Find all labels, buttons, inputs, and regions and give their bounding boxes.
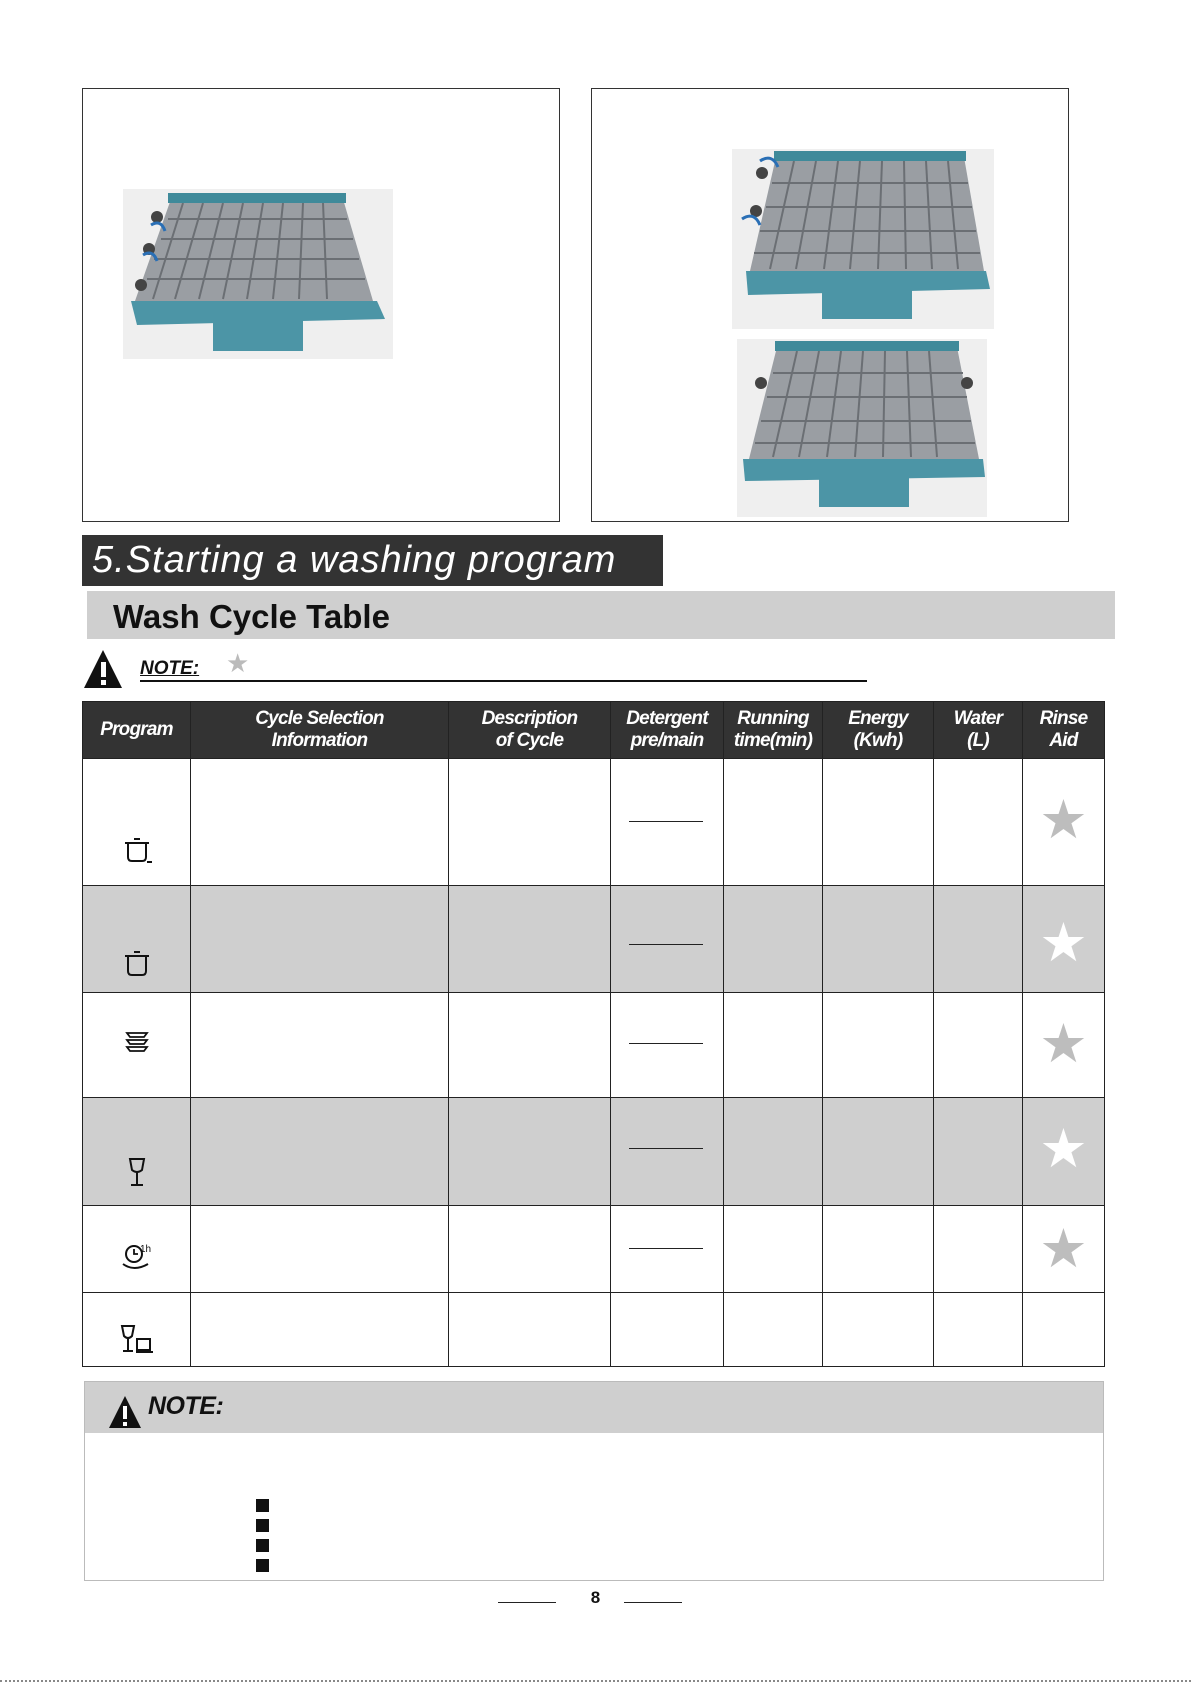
description-cell — [449, 993, 611, 1098]
wine-glass-icon — [126, 1156, 148, 1188]
table-header-row — [83, 702, 1105, 759]
water-cell — [934, 1098, 1023, 1206]
pot-icon — [122, 948, 152, 978]
header-energy: Energy (Kwh) — [823, 702, 934, 759]
water-cell — [934, 993, 1023, 1098]
cycle-selection-cell — [191, 759, 449, 886]
water-cell — [934, 1293, 1023, 1367]
detergent-cell — [611, 1098, 724, 1206]
running-time-cell — [724, 1098, 823, 1206]
description-cell — [449, 886, 611, 993]
cycle-selection-cell — [191, 1206, 449, 1293]
one-hour-label: 1h — [139, 1244, 151, 1255]
star-icon: ★ — [1039, 1119, 1088, 1179]
description-cell — [449, 1293, 611, 1367]
rinse-aid-cell — [1023, 1293, 1105, 1367]
program-cell — [83, 759, 191, 886]
program-cell — [83, 1293, 191, 1367]
description-cell — [449, 1206, 611, 1293]
warning-icon — [108, 1395, 142, 1429]
bullet-point — [256, 1499, 269, 1512]
page-number: 8 — [590, 1588, 601, 1607]
header-water: Water (L) — [934, 702, 1023, 759]
description-cell — [449, 1098, 611, 1206]
running-time-cell — [724, 759, 823, 886]
page-rule-right — [624, 1602, 682, 1603]
rinse-aid-cell — [1023, 1206, 1105, 1293]
star-icon: ★ — [1039, 913, 1088, 973]
bullet-point — [256, 1519, 269, 1532]
program-cell — [83, 886, 191, 993]
note-rule — [140, 680, 867, 682]
section-title: 5.Starting a washing program — [82, 535, 663, 586]
note-label: NOTE: — [140, 658, 200, 679]
rinse-aid-cell — [1023, 1098, 1105, 1206]
table-row — [83, 1098, 1105, 1206]
wash-cycle-table-title: Wash Cycle Table — [87, 591, 1115, 639]
rinse-aid-cell — [1023, 759, 1105, 886]
running-time-cell — [724, 993, 823, 1098]
detergent-cell — [611, 759, 724, 886]
detergent-line — [629, 1248, 703, 1249]
table-row — [83, 1206, 1105, 1293]
header-rinse-aid: Rinse Aid — [1023, 702, 1105, 759]
running-time-cell — [724, 1206, 823, 1293]
warning-icon — [82, 648, 124, 690]
program-cell — [83, 1206, 191, 1293]
water-cell — [934, 886, 1023, 993]
program-cell — [83, 1098, 191, 1206]
detergent-cell — [611, 1293, 724, 1367]
note-panel — [84, 1381, 1104, 1581]
note-label: NOTE: — [148, 1392, 224, 1420]
cycle-selection-cell — [191, 1098, 449, 1206]
detergent-cell — [611, 1206, 724, 1293]
water-cell — [934, 759, 1023, 886]
header-detergent: Detergent pre/main — [611, 702, 724, 759]
table-row — [83, 759, 1105, 886]
note-line — [82, 648, 787, 684]
stacked-dishes-icon — [124, 1029, 150, 1053]
header-program: Program — [83, 702, 191, 759]
upper-rack-lowered-image — [737, 339, 987, 517]
water-cell — [934, 1206, 1023, 1293]
rapid-1h-icon — [120, 1242, 154, 1272]
wash-cycle-table — [82, 701, 1105, 1367]
detergent-cell — [611, 993, 724, 1098]
energy-cell — [823, 759, 934, 886]
upper-rack-image — [123, 189, 393, 359]
detergent-line — [629, 1148, 703, 1149]
detergent-line — [629, 821, 703, 822]
running-time-cell — [724, 1293, 823, 1367]
table-row — [83, 886, 1105, 993]
header-running-time: Running time(min) — [724, 702, 823, 759]
energy-cell — [823, 1206, 934, 1293]
energy-cell — [823, 1098, 934, 1206]
page-edge-dotted-line — [0, 1680, 1191, 1682]
detergent-cell — [611, 886, 724, 993]
star-icon: ★ — [226, 648, 250, 678]
star-icon: ★ — [1039, 790, 1088, 850]
upper-rack-raised-image — [732, 149, 994, 329]
energy-cell — [823, 1293, 934, 1367]
running-time-cell — [724, 886, 823, 993]
table-row — [83, 993, 1105, 1098]
detergent-line — [629, 1043, 703, 1044]
energy-cell — [823, 886, 934, 993]
detergent-line — [629, 944, 703, 945]
cycle-selection-cell — [191, 1293, 449, 1367]
bullet-point — [256, 1539, 269, 1552]
rack-illustration-left — [82, 88, 560, 522]
energy-cell — [823, 993, 934, 1098]
cycle-selection-cell — [191, 993, 449, 1098]
description-cell — [449, 759, 611, 886]
rinse-aid-cell — [1023, 993, 1105, 1098]
star-icon: ★ — [1039, 1219, 1088, 1279]
program-cell — [83, 993, 191, 1098]
rack-illustration-right — [591, 88, 1069, 522]
table-row — [83, 1293, 1105, 1367]
star-icon: ★ — [1039, 1014, 1088, 1074]
header-cycle-selection: Cycle Selection Information — [191, 702, 449, 759]
pot-with-lid-icon — [121, 835, 153, 865]
rinse-aid-cell — [1023, 886, 1105, 993]
header-description: Description of Cycle — [449, 702, 611, 759]
bullet-point — [256, 1559, 269, 1572]
glass-and-cup-icon — [119, 1323, 155, 1355]
cycle-selection-cell — [191, 886, 449, 993]
note-panel-header — [85, 1382, 1103, 1433]
